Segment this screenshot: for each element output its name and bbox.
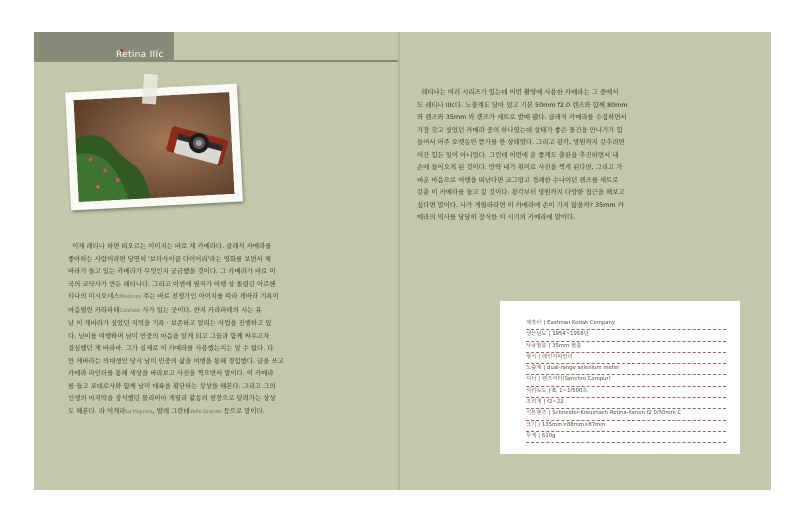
spec-row: 셔터 | 렌즈셔터(Synchro Compur) [526,375,726,386]
page-gutter [398,32,400,490]
spec-row: 형식 | 레인지파인더 [526,353,726,364]
header-rule [174,60,398,62]
section-title: Retina IIIc [116,50,164,60]
right-body-text: 레티나는 여러 시리즈가 있는데 이번 촬영에 사용한 카메라는 그 중에서 도 레티나 IIIc다. 노출계도 달아 있고 기본 50mm f2.0 렌즈와 함께 80mm 와 렌즈와 35mm 와 렌즈가 세트로 발매 됐다. 클래식 카메라를 수집하면서 가장 갖고 싶었던 카메라 중의 하나였는데 상태가 좋은 물건을 만나기가 힘 들어서 아주 오랫동안 뜸가를 한 상태였다. 그리고 광각, 망원까지 갖추려면 여간 힘든 일이 아니었다. 그런데 이번에 운 좋게도 출판을 추진하면서 내 손에 들어오게 된 것이다. 만약 내가 취미로 사진을 찍게 된다면, 그리고 가 벼운 마음으로 여행을 떠난다면 코그랑고 경쾌한 수나이던 렌즈를 세트로 갖춘 이 카메라를 들고 갈 것이다. 광각부터 망원까지 다양한 접근을 해보고 싶다면 말이다. 나가 게릴라라면 이 카메라에 손이 가지 않을까? 35mm 카 메라의 역사를 당당히 장식한 이 시기의 카메라에 말이다. [417,88,628,221]
spec-row: 셔터속도 | B, 1~1/500초 [526,387,726,398]
spec-table [500,301,740,454]
spec-list [526,319,726,443]
spec-row: 사용필름 | 35mm 필름 [526,342,726,353]
spec-row: 조리개 | f2~22 [526,398,726,409]
spec-row: 크기 | 135mm×88mm×87mm [526,421,726,432]
spec-row: 무게 | 610g [526,432,726,443]
photo-icon [73,92,234,202]
camera-photo [73,92,234,202]
spec-row: 기본렌즈 | Schneider-Kreuznach Retina-Xenon f2.0/50mm C [526,409,726,420]
annotation: Valle Grande [189,408,222,415]
spec-row: 생산년도 | 1954~1958년 [526,330,726,341]
annotation: Calafate [119,307,141,314]
spec-row: 노출계 | dual-range selenium meter [526,364,726,375]
left-body-text: 이제 레티나 하면 떠오르는 이미지는 바로 제 카메라다. 클래식 카메라를 좋아하는 사람이라면 당연히 '보타사이클 다이어리'라는 영화를 보면서 체 바라가 들고 있는 카메라가 무엇인지 궁금했을 것이다. 그 카메라가 바로 미 국의 코닥사가 만든 레티나다. 그리고 이번에 필자가 여행 상 돌렸던 아르헨 티나의 미시오네스Misiones 주는 바로 전쟁가인 아이치를 따라 게바라 기록이 마음떨린 카라파테Calafate 사가 있는 곳이다. 한지 카라파테의 시는 유 난 이 게바라가 살았던 지역을 기록ㆍ보존하고 알리는 사업을 진행하고 있 다. 님비를 여행하며 남미 민중의 마음을 알게 되고 그들과 함께 싸우고자 결심했던 게 바라바. 그가 실제로 이 카메라를 사용했는지는 알 수 없다. 다 만 게바라는 의대생인 당시 남미 민중의 삶을 여행을 통해 경험했다. 글을 쓰고 카메라 파인더를 통해 세상을 바라보고 사진을 찍으면서 말이다. 이 카메라 를 들고 포데로사와 함께 남미 대륙을 횡단하는 상상을 해본다. 그리고 그의 인생의 마지막을 장식했던 볼리비아 게릴라 활동의 현장으로 달려가는 상상 도 해본다. 라 이게라La Higuera, 발레 그란데Valle Grande 등으로 말이다. [68,242,284,415]
annotation: La Higuera [125,408,153,415]
annotation: Misiones [119,294,142,300]
tape-strip [142,74,158,105]
spec-row: 제작사 | Eastman Kodak Company [526,319,726,330]
